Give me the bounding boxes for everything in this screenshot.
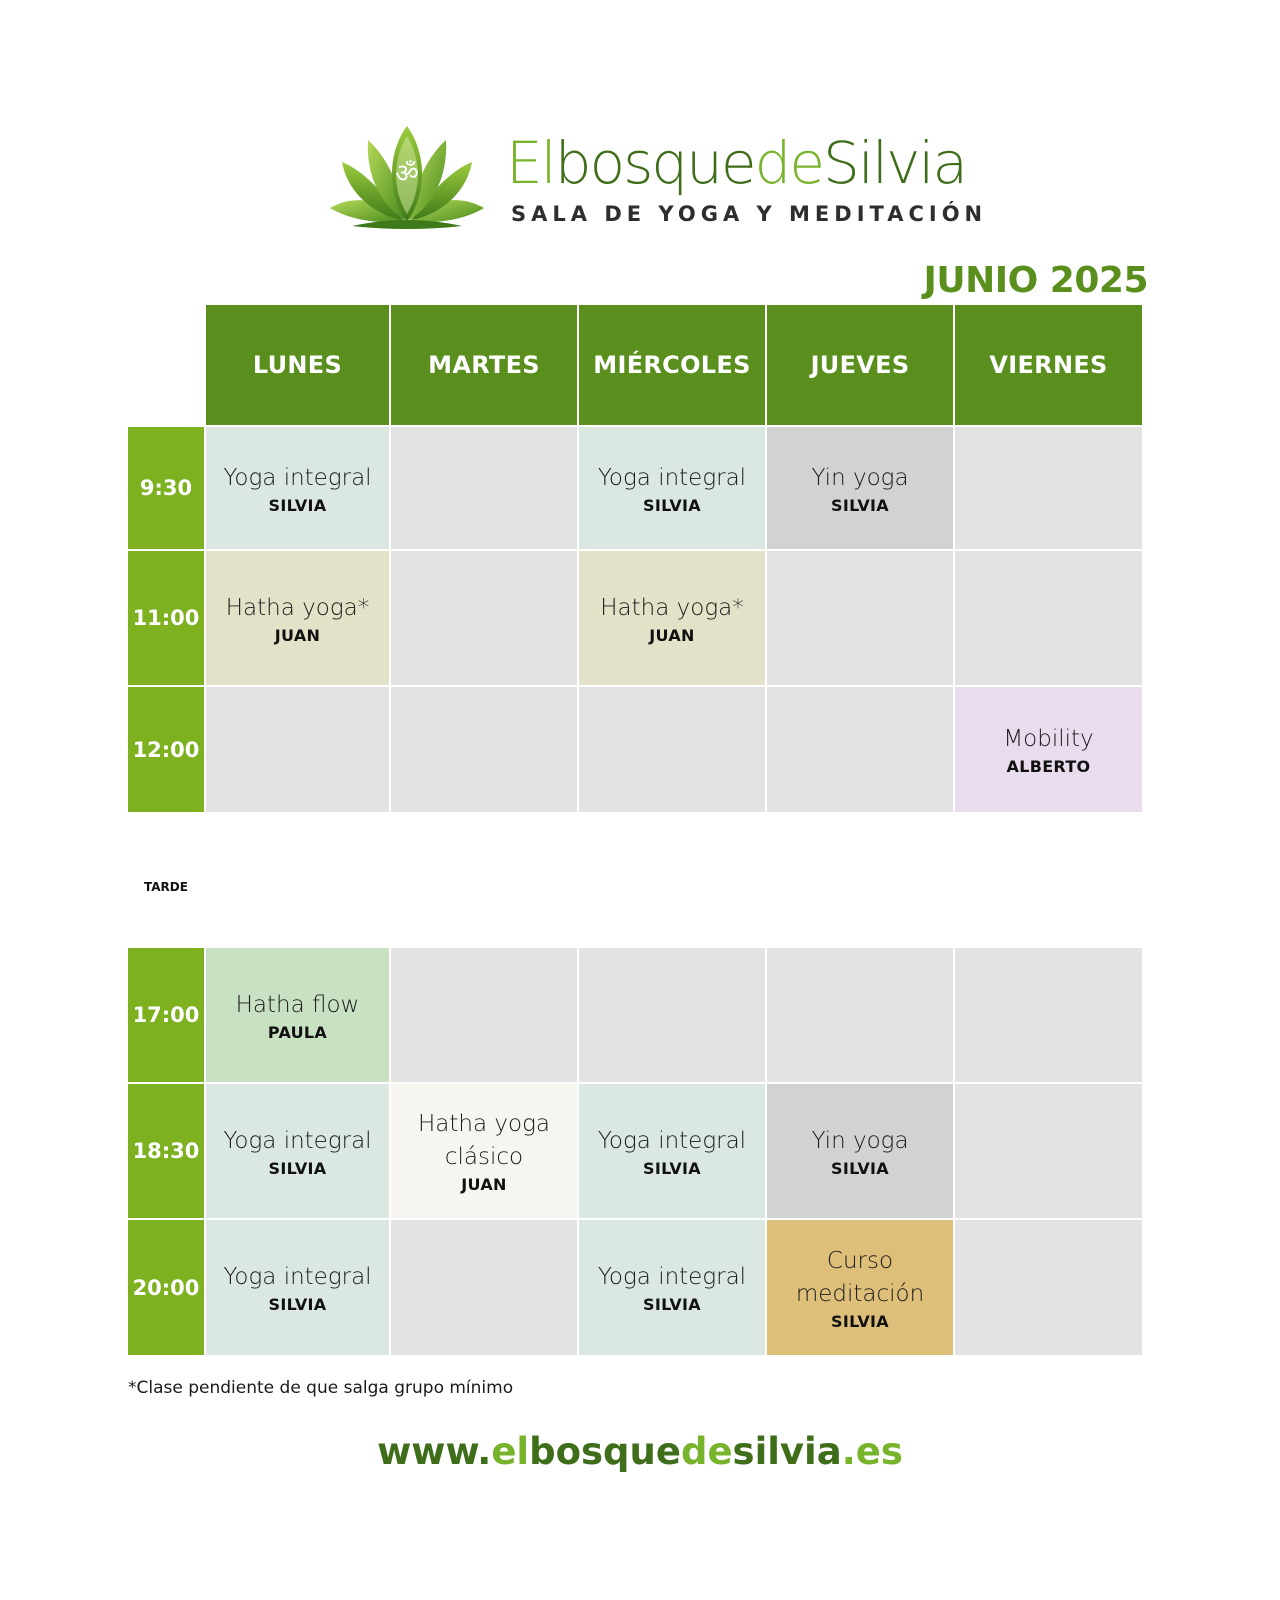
class-cell [579, 1084, 765, 1218]
afternoon-schedule-table [128, 948, 1142, 1355]
empty-cell [391, 1220, 577, 1355]
class-teacher: SILVIA [831, 1158, 889, 1178]
empty-cell [955, 1084, 1142, 1218]
class-name: Curso meditación [795, 1247, 925, 1307]
time-slot: 12:00 [128, 687, 204, 812]
empty-cell [391, 948, 577, 1082]
empty-cell [579, 948, 765, 1082]
class-teacher: SILVIA [268, 495, 327, 515]
empty-cell [767, 551, 953, 685]
class-teacher: SILVIA [268, 1295, 327, 1314]
empty-cell [391, 427, 577, 549]
class-teacher: SILVIA [643, 1295, 701, 1314]
empty-cell [206, 687, 389, 812]
class-name: Hatha yoga* [600, 594, 744, 621]
class-name: Yoga integral [597, 1264, 747, 1290]
period-label-afternoon: TARDE [144, 880, 188, 894]
class-teacher: JUAN [649, 625, 695, 645]
class-cell [579, 1220, 765, 1355]
class-name: Yoga integral [223, 1264, 372, 1290]
om-symbol: ॐ [395, 159, 419, 189]
class-name: Hatha yoga* [225, 594, 370, 621]
class-teacher: SILVIA [268, 1158, 327, 1178]
empty-cell [767, 948, 953, 1082]
empty-cell [579, 687, 765, 812]
time-slot: 11:00 [128, 551, 204, 685]
class-teacher: SILVIA [643, 1158, 701, 1178]
class-teacher: JUAN [461, 1175, 507, 1194]
class-cell [206, 1084, 389, 1218]
class-cell [579, 427, 765, 549]
morning-schedule-table [128, 305, 1142, 812]
class-cell [767, 427, 953, 549]
class-cell [767, 1084, 953, 1218]
class-teacher: SILVIA [831, 1311, 889, 1331]
day-header-viernes: VIERNES [955, 305, 1142, 425]
class-name: Mobility [1003, 726, 1094, 752]
schedule-month: JUNIO 2025 [923, 260, 1148, 301]
lotus-icon [328, 122, 486, 234]
class-name: Hatha flow [235, 991, 360, 1018]
class-teacher: ALBERTO [1006, 757, 1091, 776]
class-cell [579, 551, 765, 685]
class-cell [391, 1084, 577, 1218]
time-slot: 17:00 [128, 948, 204, 1082]
empty-cell [391, 551, 577, 685]
empty-cell [391, 687, 577, 812]
empty-cell [955, 948, 1142, 1082]
class-cell [955, 687, 1142, 812]
class-name: Hatha yoga clásico [418, 1111, 550, 1170]
table-corner [128, 305, 204, 425]
class-teacher: PAULA [267, 1022, 328, 1042]
footnote: *Clase pendiente de que salga grupo mínimo [128, 1378, 514, 1398]
day-header-lunes: LUNES [206, 305, 389, 425]
class-cell [206, 948, 389, 1082]
class-name: Yin yoga [811, 464, 909, 491]
class-cell [206, 1220, 389, 1355]
brand-name: ElbosquedeSilvia [506, 129, 967, 197]
empty-cell [767, 687, 953, 812]
class-cell [206, 551, 389, 685]
empty-cell [955, 551, 1142, 685]
brand-tagline: SALA DE YOGA Y MEDITACIÓN [511, 202, 988, 226]
class-teacher: SILVIA [643, 495, 701, 515]
class-name: Yin yoga [811, 1127, 909, 1154]
time-slot: 9:30 [128, 427, 204, 549]
class-name: Yoga integral [223, 1127, 372, 1154]
empty-cell [955, 427, 1142, 549]
day-header-martes: MARTES [391, 305, 577, 425]
class-name: Yoga integral [597, 464, 747, 491]
time-slot: 20:00 [128, 1220, 204, 1355]
day-header-jueves: JUEVES [767, 305, 953, 425]
website-link[interactable]: www.elbosquedesilvia.es [377, 1430, 903, 1473]
empty-cell [955, 1220, 1142, 1355]
class-cell [767, 1220, 953, 1355]
brand-logo [328, 122, 988, 234]
class-name: Yoga integral [223, 464, 372, 491]
class-name: Yoga integral [597, 1127, 747, 1154]
time-slot: 18:30 [128, 1084, 204, 1218]
day-header-miercoles: MIÉRCOLES [579, 305, 765, 425]
class-teacher: SILVIA [831, 495, 889, 515]
class-cell [206, 427, 389, 549]
class-teacher: JUAN [274, 625, 321, 645]
